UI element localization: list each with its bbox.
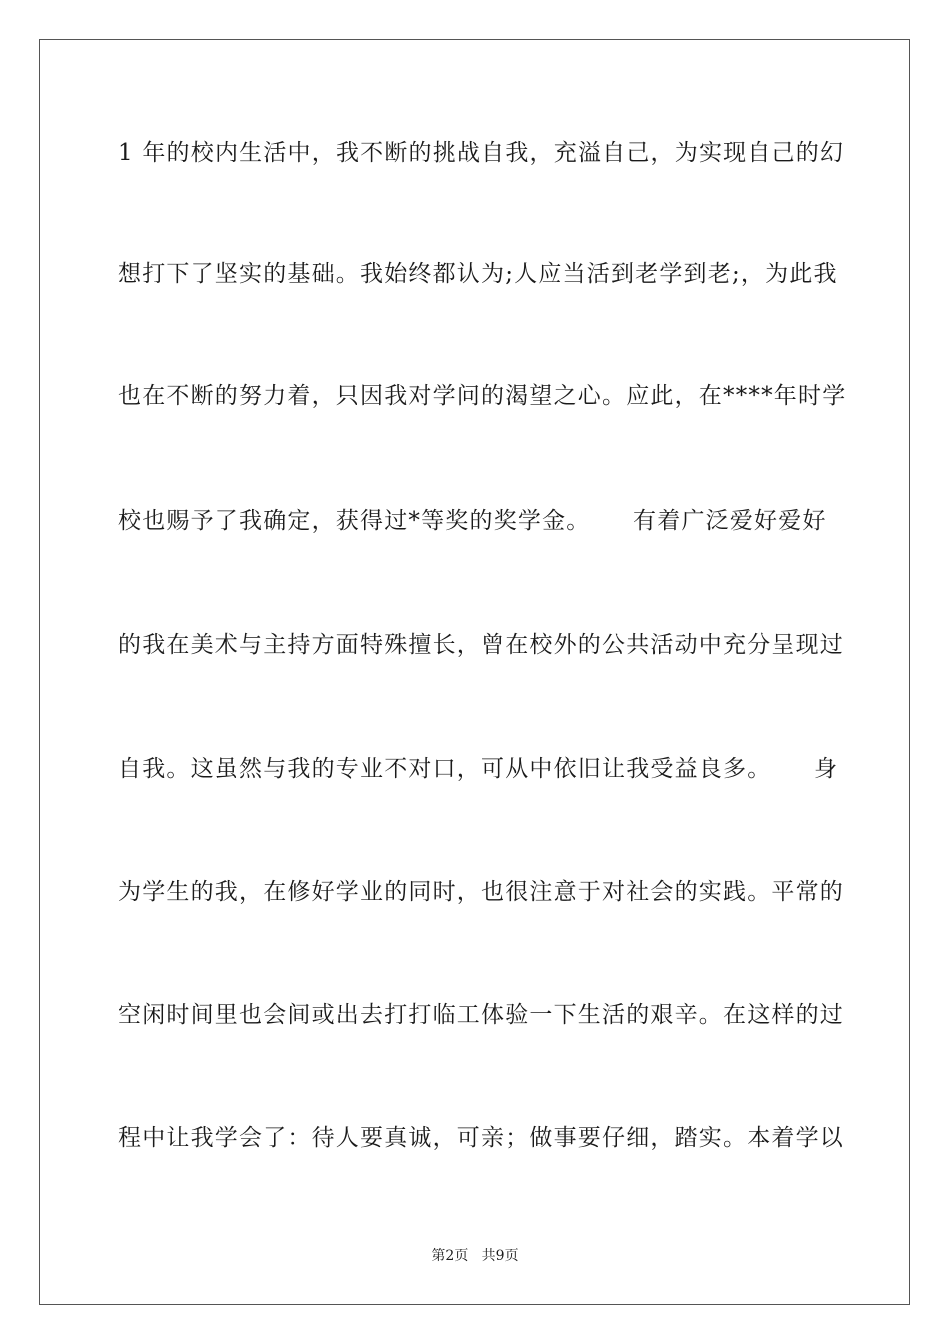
body-text-line: 的我在美术与主持方面特殊擅长，曾在校外的公共活动中充分呈现过 — [118, 632, 844, 658]
body-text-line: 空闲时间里也会间或出去打打临工体验一下生活的艰辛。在这样的过 — [118, 1002, 844, 1028]
page-number-footer: 第2页 共9页 — [431, 1248, 519, 1264]
body-text-line: 想打下了坚实的基础。我始终都认为;人应当活到老学到老;，为此我 — [118, 261, 838, 287]
body-text-line: 1 年的校内生活中，我不断的挑战自我，充溢自己，为实现自己的幻 — [118, 140, 845, 166]
page-border — [39, 39, 910, 1305]
body-text-line: 自我。这虽然与我的专业不对口，可从中依旧让我受益良多。 身 — [118, 756, 839, 782]
body-text-line: 也在不断的努力着，只因我对学问的渴望之心。应此，在****年时学 — [118, 383, 847, 409]
body-text-line: 为学生的我，在修好学业的同时，也很注意于对社会的实践。平常的 — [118, 879, 844, 905]
body-text-line: 校也赐予了我确定，获得过*等奖的奖学金。 有着广泛爱好爱好 — [118, 508, 827, 534]
body-text-line: 程中让我学会了：待人要真诚，可亲；做事要仔细，踏实。本着学以 — [118, 1125, 844, 1151]
